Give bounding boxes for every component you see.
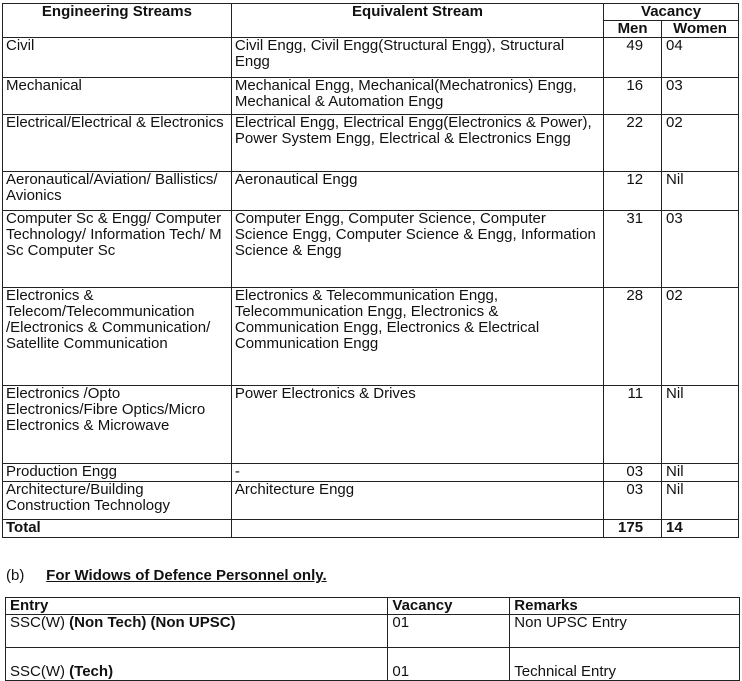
vacancy-cell: 01 (388, 648, 510, 681)
total-empty-cell (231, 520, 603, 538)
header-men: Men (604, 21, 662, 38)
total-women: 14 (662, 520, 739, 538)
men-cell: 16 (604, 78, 662, 115)
women-cell: 03 (662, 78, 739, 115)
equivalent-cell: - (231, 464, 603, 482)
women-cell: Nil (662, 386, 739, 464)
equivalent-cell: Electrical Engg, Electrical Engg(Electronics & Power), Power System Engg, Electrical & Electronics Engg (231, 115, 603, 172)
stream-cell: Electrical/Electrical & Electronics (3, 115, 232, 172)
women-cell: 02 (662, 115, 739, 172)
equivalent-cell: Mechanical Engg, Mechanical(Mechatronics) Engg, Mechanical & Automation Engg (231, 78, 603, 115)
entry-prefix: SSC(W) (10, 614, 70, 631)
stream-cell: Aeronautical/Aviation/ Ballistics/ Avionics (3, 172, 232, 211)
men-cell: 31 (604, 211, 662, 288)
table-row (3, 78, 739, 115)
women-cell: 04 (662, 38, 739, 78)
entry-bold: (Non Tech) (Non UPSC) (69, 614, 236, 631)
equivalent-cell: Computer Engg, Computer Science, Computer Science Engg, Computer Science & Engg, Information Science & Engg (231, 211, 603, 288)
men-cell: 11 (604, 386, 662, 464)
entry-prefix: SSC(W) (10, 663, 70, 680)
header-vacancy: Vacancy (604, 4, 739, 21)
table-row (3, 115, 739, 172)
vacancy-cell: 01 (388, 615, 510, 648)
stream-cell: Architecture/Building Construction Technology (3, 482, 232, 520)
header-vacancy: Vacancy (388, 598, 510, 615)
widows-entry-table (5, 597, 740, 681)
equivalent-cell: Civil Engg, Civil Engg(Structural Engg), Structural Engg (231, 38, 603, 78)
remarks-cell: Non UPSC Entry (510, 615, 740, 648)
table-row (3, 211, 739, 288)
table-row (3, 288, 739, 386)
table-row (3, 386, 739, 464)
stream-cell: Electronics /Opto Electronics/Fibre Optics/Micro Electronics & Microwave (3, 386, 232, 464)
table-row (3, 482, 739, 520)
vacancy-table (2, 3, 739, 538)
women-cell: 02 (662, 288, 739, 386)
total-row (3, 520, 739, 538)
table-row (3, 172, 739, 211)
entry-cell (6, 615, 388, 648)
header-entry: Entry (6, 598, 388, 615)
section-title: For Widows of Defence Personnel only. (46, 567, 327, 584)
entry-bold: (Tech) (69, 663, 114, 680)
women-cell: Nil (662, 482, 739, 520)
section-b-heading (6, 567, 327, 584)
equivalent-cell: Architecture Engg (231, 482, 603, 520)
women-cell: 03 (662, 211, 739, 288)
header-engineering-streams: Engineering Streams (3, 4, 232, 38)
table-row (6, 648, 740, 681)
stream-cell: Electronics & Telecom/Telecommunication /Electronics & Communication/ Satellite Communication (3, 288, 232, 386)
header-women: Women (662, 21, 739, 38)
table-row (6, 615, 740, 648)
men-cell: 28 (604, 288, 662, 386)
stream-cell: Production Engg (3, 464, 232, 482)
header-remarks: Remarks (510, 598, 740, 615)
total-men: 175 (604, 520, 662, 538)
table-row (3, 38, 739, 78)
total-label: Total (3, 520, 232, 538)
men-cell: 12 (604, 172, 662, 211)
table-row (3, 464, 739, 482)
women-cell: Nil (662, 172, 739, 211)
stream-cell: Mechanical (3, 78, 232, 115)
stream-cell: Computer Sc & Engg/ Computer Technology/ Information Tech/ M Sc Computer Sc (3, 211, 232, 288)
men-cell: 03 (604, 482, 662, 520)
equivalent-cell: Power Electronics & Drives (231, 386, 603, 464)
women-cell: Nil (662, 464, 739, 482)
men-cell: 22 (604, 115, 662, 172)
equivalent-cell: Electronics & Telecommunication Engg, Telecommunication Engg, Electronics & Communication Engg, Electronics & Electrical Communication Engg (231, 288, 603, 386)
section-label: (b) (6, 567, 25, 584)
men-cell: 49 (604, 38, 662, 78)
remarks-cell: Technical Entry (510, 648, 740, 681)
stream-cell: Civil (3, 38, 232, 78)
header-equivalent-stream: Equivalent Stream (231, 4, 603, 38)
men-cell: 03 (604, 464, 662, 482)
entry-cell (6, 648, 388, 681)
equivalent-cell: Aeronautical Engg (231, 172, 603, 211)
